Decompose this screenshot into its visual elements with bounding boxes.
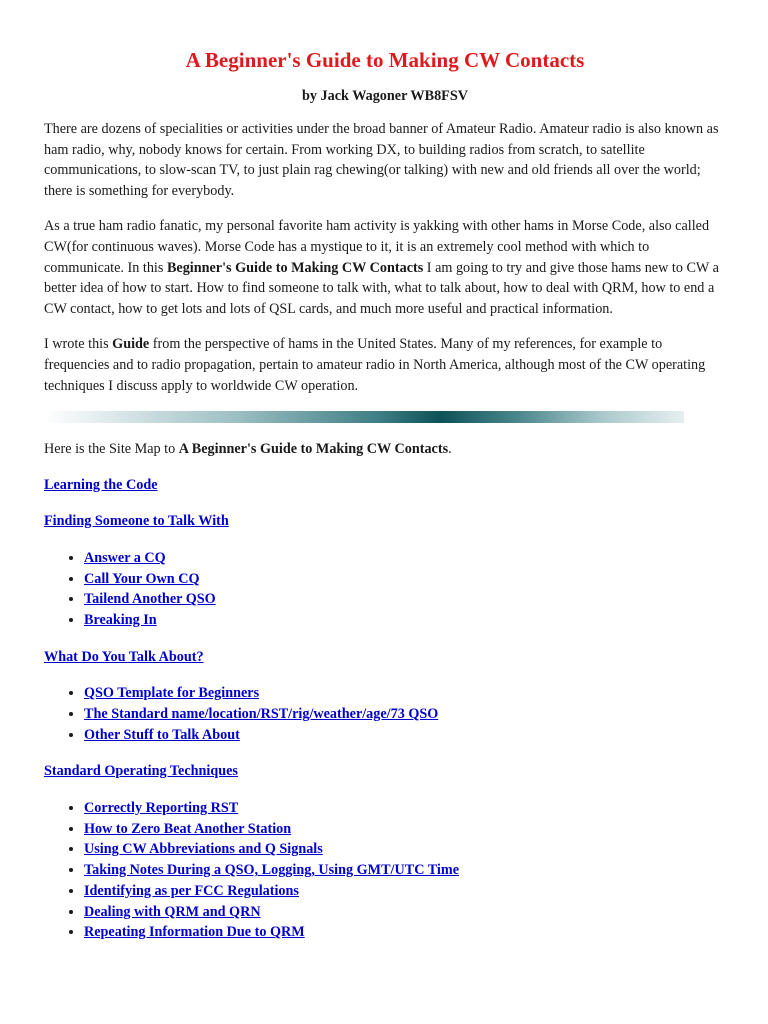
intro-paragraph-2 [44,216,726,319]
link-learning-the-code[interactable]: Learning the Code [44,476,158,493]
link-finding-someone[interactable]: Finding Someone to Talk With [44,513,229,530]
talk-sublist [44,683,726,745]
link-other-stuff[interactable]: Other Stuff to Talk About [84,726,240,743]
list-item [84,922,726,943]
list-item [84,725,726,746]
link-tailend-qso[interactable]: Tailend Another QSO [84,591,216,608]
intro-paragraph-3-bold: Guide [112,336,150,353]
list-item [84,881,726,902]
intro-paragraph-2-text-b: I am going to try and give those hams new to CW a better idea of how to start. How to find someone to talk with, what to talk about, how to deal with QRM, how to end a CW contact, how to get lots and lots of QSL cards, and much more useful and practical information. [44,259,719,317]
page-title: A Beginner's Guide to Making CW Contacts [185,48,585,72]
intro-paragraph-3 [44,334,726,396]
link-identifying-fcc[interactable]: Identifying as per FCC Regulations [84,882,299,899]
list-item [84,839,726,860]
finding-sublist [44,548,726,631]
link-qrm-qrn[interactable]: Dealing with QRM and QRN [84,903,261,920]
list-item [84,589,726,610]
list-item [84,819,726,840]
list-item [84,902,726,923]
list-item [84,683,726,704]
link-standard-operating[interactable]: Standard Operating Techniques [44,763,238,780]
list-item [84,548,726,569]
sitemap-intro [44,439,726,460]
link-repeating-info[interactable]: Repeating Information Due to QRM [84,924,305,941]
author-byline: by Jack Wagoner WB8FSV [302,88,468,104]
list-item [84,798,726,819]
intro-paragraph-1: There are dozens of specialities or activities under the broad banner of Amateur Radio. Amateur radio is also known as ham radio, why, nobody knows for certain. From working DX, to building radios from scratch, to satellite communications, to slow-scan TV, to just plain rag chewing(or talking) with new and old friends all over the world; there is something for everybody. [44,121,719,199]
sitemap-intro-text-a: Here is the Site Map to [44,441,179,458]
link-reporting-rst[interactable]: Correctly Reporting RST [84,800,239,817]
intro-paragraph-2-bold: Beginner's Guide to Making CW Contacts [166,259,424,276]
intro-paragraph-3-text-b: from the perspective of hams in the United States. Many of my references, for example to frequencies and to radio propagation, pertain to amateur radio in North America, although most of the CW operating techniques I discuss apply to worldwide CW operation. [44,336,706,394]
list-item [84,569,726,590]
intro-paragraph-2-text-a: As a true ham radio fanatic, my personal favorite ham activity is yakking with other hams in Morse Code, also called CW(for continuous waves). Morse Code has a mystique to it, it is an extremely cool method with which to communicate. In this [44,218,710,276]
gradient-divider [44,411,684,423]
list-item [84,860,726,881]
link-qso-template[interactable]: QSO Template for Beginners [84,685,260,702]
link-standard-qso[interactable]: The Standard name/location/RST/rig/weather/age/73 QSO [84,706,439,723]
link-cw-abbreviations[interactable]: Using CW Abbreviations and Q Signals [84,841,323,858]
link-answer-cq[interactable]: Answer a CQ [84,549,166,566]
link-call-own-cq[interactable]: Call Your Own CQ [84,570,200,587]
intro-paragraph-3-text-a: I wrote this [44,336,113,353]
link-what-to-talk-about[interactable]: What Do You Talk About? [44,648,204,665]
link-zero-beat[interactable]: How to Zero Beat Another Station [84,820,292,837]
sitemap-intro-text-b: . [448,441,452,458]
link-breaking-in[interactable]: Breaking In [84,612,157,629]
sitemap-intro-bold: A Beginner's Guide to Making CW Contacts [178,441,449,458]
link-taking-notes[interactable]: Taking Notes During a QSO, Logging, Using GMT/UTC Time [84,862,459,879]
standard-sublist [44,798,726,943]
list-item [84,704,726,725]
list-item [84,610,726,631]
